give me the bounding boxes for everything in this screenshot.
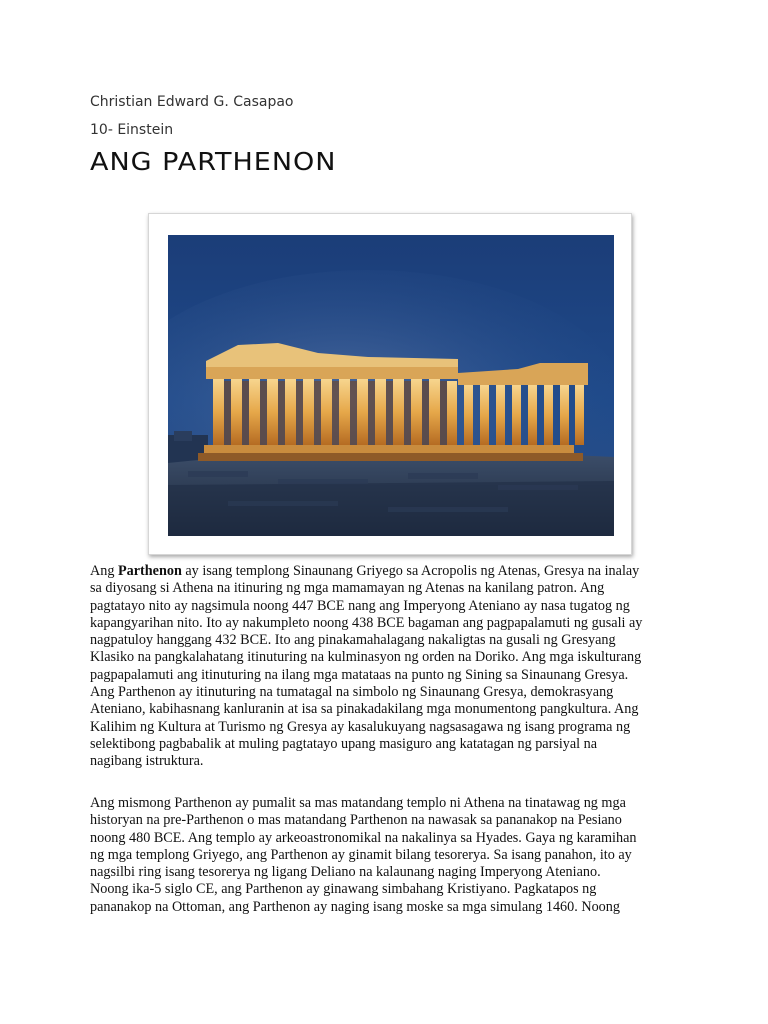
paragraph-2-line: nagsilbi ring isang tesorerya ng ligang Deliano na kalaunang naging Imperyong Ateniano. bbox=[90, 864, 601, 881]
author-name: Christian Edward G. Casapao bbox=[90, 94, 294, 110]
paragraph-2-line: Noong ika-5 siglo CE, ang Parthenon ay ginawang simbahang Kristiyano. Pagkatapos ng bbox=[90, 881, 597, 898]
class-section: 10- Einstein bbox=[90, 122, 174, 138]
bold-term: Parthenon bbox=[117, 563, 182, 579]
paragraph-1-line: nagibang istruktura. bbox=[90, 753, 204, 770]
text-run: ay isang templong Sinaunang Griyego sa Acropolis ng Atenas, Gresya na inalay bbox=[181, 563, 640, 579]
paragraph-1-line bbox=[90, 563, 690, 580]
paragraph-2 bbox=[90, 795, 690, 916]
parthenon-photo bbox=[168, 235, 614, 536]
paragraph-1-line: nagpatuloy hanggang 432 BCE. Ito ang pinakamahalagang nakaligtas na gusali ng Gresyang bbox=[90, 632, 616, 649]
document-title: ANG PARTHENON bbox=[90, 148, 337, 177]
paragraph-2-line: historyan na pre-Parthenon o mas matandang Parthenon na nawasak sa pananakop na Pesiano bbox=[90, 812, 622, 829]
paragraph-1-line: Klasiko na pangkalahatang itinuturing na kulminasyon ng orden na Doriko. Ang mga iskulturang bbox=[90, 649, 642, 666]
paragraph-1 bbox=[90, 563, 690, 771]
paragraph-1-line: selektibong pagbabalik at muling pagtatayo upang masiguro ang katatagan ng parsiyal na bbox=[90, 735, 598, 752]
paragraph-1-line: pagpapalamuti ang itinuturing na ilang mga matataas na punto ng Sining sa Sinaunang Gresya. bbox=[90, 666, 629, 683]
paragraph-2-line: noong 480 BCE. Ang templo ay arkeoastronomikal na nakalinya sa Hyades. Gaya ng karamihan bbox=[90, 829, 637, 846]
text-run: Ang bbox=[90, 563, 118, 579]
paragraph-2-line: Ang mismong Parthenon ay pumalit sa mas matandang templo ni Athena na tinatawag ng mga bbox=[90, 795, 626, 811]
paragraph-2-line: ng mga templong Griyego, ang Parthenon ay ginamit bilang tesorerya. Sa isang panahon, ito ay bbox=[90, 846, 632, 863]
paragraph-2-line: pananakop na Ottoman, ang Parthenon ay naging isang moske sa mga simulang 1460. Noong bbox=[90, 898, 620, 915]
photo-frame bbox=[148, 213, 632, 555]
paragraph-1-line: Kalihim ng Kultura at Turismo ng Gresya ay kasalukuyang nagsasagawa ng isang programa ng bbox=[90, 718, 631, 735]
paragraph-1-line: sa diyosang si Athena na itinuring ng mga mamamayan ng Atenas na kanilang patron. Ang bbox=[90, 580, 605, 597]
paragraph-1-line: kapangyarihan nito. Ito ay nakumpleto noong 438 BCE bagaman ang pagpapalamuti ng gusali ay bbox=[90, 614, 643, 631]
paragraph-1-line: pagtatayo nito ay nagsimula noong 447 BCE nang ang Imperyong Ateniano ay nasa tugatog ng bbox=[90, 597, 630, 614]
paragraph-1-line: Ang Parthenon ay itinuturing na tumatagal na simbolo ng Sinaunang Gresya, demokrasyang bbox=[90, 684, 614, 701]
paragraph-1-line: Ateniano, kabihasnang kanluranin at isa sa pinakadakilang mga monumentong pangkultura. Ang bbox=[90, 701, 639, 718]
